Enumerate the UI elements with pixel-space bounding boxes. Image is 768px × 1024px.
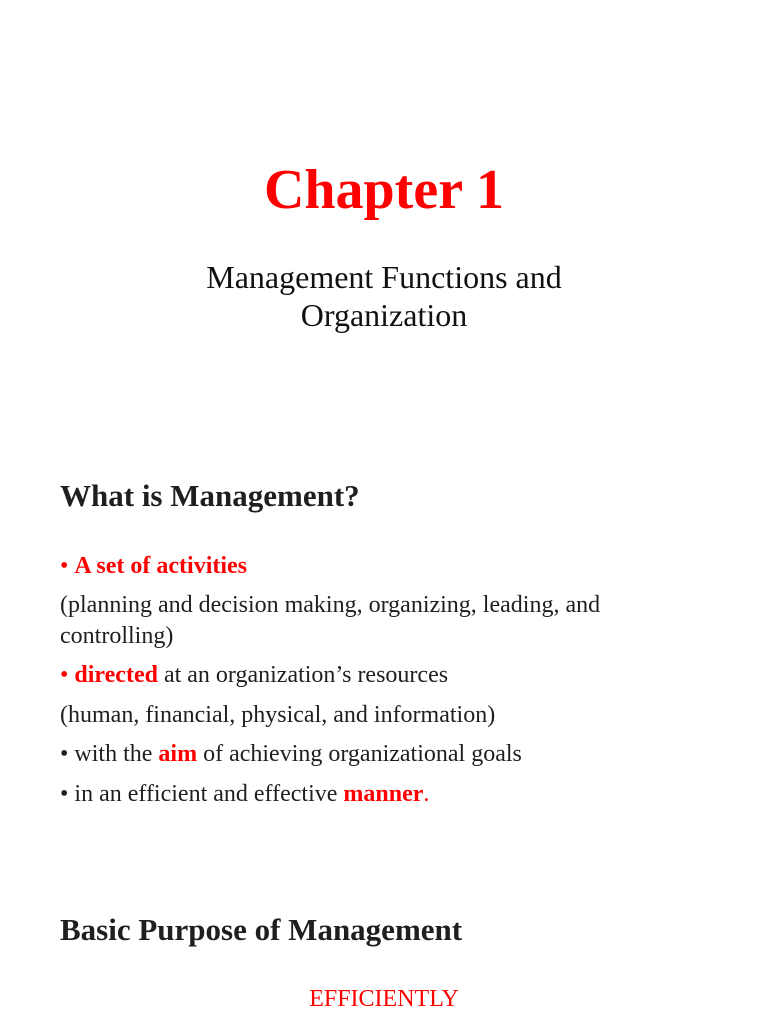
- highlight-aim: aim: [158, 741, 198, 767]
- section-heading-what-is-management: What is Management?: [60, 478, 360, 513]
- bullet-aim: [60, 739, 522, 769]
- term-efficiently: EFFICIENTLY: [309, 986, 459, 1012]
- aim-rest-text: of achieving organizational goals: [197, 741, 522, 767]
- highlight-manner: manner: [343, 781, 424, 807]
- activities-detail-line-2: controlling): [60, 623, 174, 649]
- chapter-title: Chapter 1: [263, 159, 505, 221]
- bullet-directed: [60, 660, 448, 690]
- aim-prefix-text: with the: [74, 741, 159, 767]
- bullet-marker: •: [60, 553, 69, 579]
- chapter-subtitle: [0, 258, 768, 334]
- section-heading-basic-purpose: Basic Purpose of Management: [60, 912, 463, 947]
- bullet-marker: •: [60, 741, 69, 767]
- directed-rest-text: at an organization’s resources: [157, 662, 449, 688]
- subtitle-line-1: Management Functions and: [206, 259, 562, 295]
- activities-detail-line-1: (planning and decision making, organizing, leading, and: [60, 592, 601, 618]
- bullet-manner: [60, 779, 429, 809]
- bullet-marker: •: [60, 662, 69, 688]
- manner-prefix-text: in an efficient and effective: [74, 781, 344, 807]
- highlight-set-of-activities: A set of activities: [74, 553, 248, 579]
- bullet-marker: •: [60, 781, 69, 807]
- resources-detail: (human, financial, physical, and information): [60, 702, 496, 728]
- manner-period: .: [423, 781, 430, 807]
- bullet-set-of-activities: [60, 551, 247, 581]
- highlight-directed: directed: [74, 662, 158, 688]
- subtitle-line-2: Organization: [300, 297, 468, 333]
